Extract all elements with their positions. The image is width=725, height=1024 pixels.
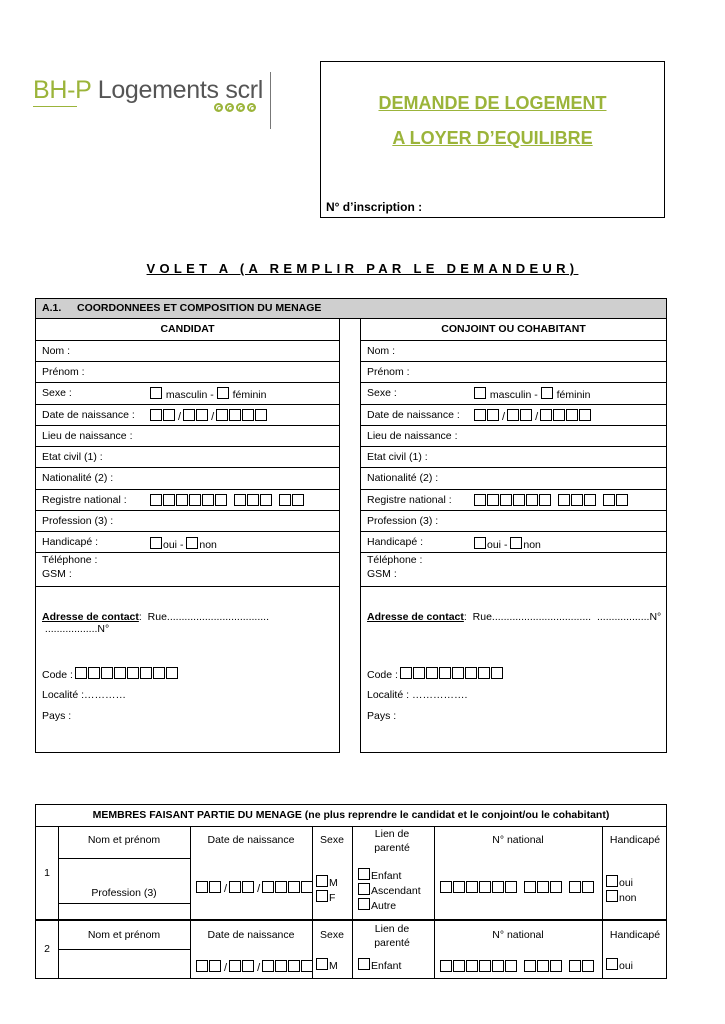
lieu-naissance-field[interactable]: Lieu de naissance : [361, 426, 666, 447]
date-naissance-field: Date de naissance : / / [361, 405, 666, 426]
pays-field[interactable]: Pays : [42, 710, 72, 722]
header-lien: Lien de parenté [374, 923, 410, 949]
row-number: 2 [44, 943, 50, 955]
handicape-non-checkbox[interactable] [186, 537, 198, 549]
feminin-checkbox[interactable] [541, 387, 553, 399]
logo-underline [33, 106, 77, 107]
registre-field: Registre national : [36, 490, 339, 511]
title-line-1: DEMANDE DE LOGEMENT [378, 93, 607, 113]
sexe-field: Sexe : masculin - féminin [361, 383, 666, 405]
prenom-field[interactable]: Prénom : [361, 362, 666, 383]
header-handicape: Handicapé [609, 834, 661, 846]
header-nom: Nom et prénom [87, 834, 161, 846]
nationalite-field[interactable]: Nationalité (2) : [361, 468, 666, 490]
volet-heading: VOLET A (A REMPLIR PAR LE DEMANDEUR) [146, 261, 579, 276]
code-field[interactable]: Code : [367, 667, 504, 681]
logo-divider [270, 72, 271, 129]
date-naissance-boxes[interactable]: / / [474, 409, 592, 423]
lieu-naissance-field[interactable]: Lieu de naissance : [36, 426, 339, 447]
candidat-header: CANDIDAT [36, 319, 339, 341]
masculin-checkbox[interactable] [150, 387, 162, 399]
logo-prefix: BH-P [33, 76, 92, 104]
header-sexe: Sexe [320, 929, 344, 941]
handicape-non-checkbox[interactable] [510, 537, 522, 549]
sexe-m-checkbox[interactable] [316, 958, 328, 970]
prenom-field[interactable]: Prénom : [36, 362, 339, 383]
candidat-column: CANDIDAT Nom : Prénom : Sexe : masculin - féminin Date de naissance : / / Lieu de naissance : Etat civil (1) : Nationalité (2) : Registre national : Profession (3) : Handicapé : oui - non Téléphone : GSM : Adresse de contact: Rue................................... ..................N° Code : Localité :………… Pays : [35, 319, 340, 753]
inscription-label: N° d’inscription : [326, 200, 423, 214]
logo-rings-icon [214, 103, 256, 112]
lien-autre-checkbox[interactable] [358, 898, 370, 910]
section-a1-header [35, 298, 667, 319]
header-sexe: Sexe [320, 834, 344, 846]
title-line-2: A LOYER D’EQUILIBRE [392, 128, 593, 148]
logo-name: Logements scrl [91, 76, 264, 104]
date-naissance-boxes[interactable]: / / [196, 960, 314, 974]
header-lien: Lien de parenté [374, 828, 410, 854]
profession-label: Profession (3) [91, 887, 157, 899]
date-naissance-field: Date de naissance : / / [36, 405, 339, 426]
rue-field[interactable]: Rue.................................. [472, 611, 592, 623]
etat-civil-field[interactable]: Etat civil (1) : [361, 447, 666, 468]
localite-field[interactable]: Localité :………… [42, 689, 127, 701]
profession-field[interactable]: Profession (3) : [36, 511, 339, 532]
rue-field[interactable]: Rue................................... [147, 611, 270, 623]
sexe-m-checkbox[interactable] [316, 875, 328, 887]
conjoint-column: CONJOINT OU COHABITANT Nom : Prénom : Sexe : masculin - féminin Date de naissance : / / Lieu de naissance : Etat civil (1) : Nationalité (2) : Registre national : Profession (3) : Handicapé : oui - non Téléphone : GSM : Adresse de contact: Rue.................................. ..................N° Code : Localité : ……………. Pays : [360, 319, 667, 753]
conjoint-header: CONJOINT OU COHABITANT [361, 319, 666, 341]
lien-enfant-checkbox[interactable] [358, 868, 370, 880]
localite-field[interactable]: Localité : ……………. [367, 689, 468, 701]
section-number: A.1. [42, 302, 62, 314]
registre-field: Registre national : [361, 490, 666, 511]
handicape-oui-checkbox[interactable] [150, 537, 162, 549]
nom-field[interactable]: Nom : [36, 341, 339, 362]
header-national: N° national [492, 929, 544, 941]
header-nom: Nom et prénom [87, 929, 161, 941]
national-boxes[interactable] [440, 960, 595, 974]
registre-boxes[interactable] [150, 494, 305, 508]
section-title: COORDONNEES ET COMPOSITION DU MENAGE [77, 302, 322, 314]
handicape-field: Handicapé : oui - non [361, 532, 666, 553]
profession-field[interactable]: Profession (3) : [361, 511, 666, 532]
lien-ascendant-checkbox[interactable] [358, 883, 370, 895]
header-handicape: Handicapé [609, 929, 661, 941]
header-national: N° national [492, 834, 544, 846]
date-naissance-boxes[interactable]: / / [150, 409, 268, 423]
masculin-checkbox[interactable] [474, 387, 486, 399]
handicape-field: Handicapé : oui - non [36, 532, 339, 553]
members-table: MEMBRES FAISANT PARTIE DU MENAGE (ne plus reprendre le candidat et le conjoint/ou le cohabitant) Nom et prénom Date de naissance Sexe Lien de parenté N° national Handicapé 1 Profession (3) / / M F Enfant Ascendant Autre oui non Nom et prénom Date de naissance Sexe Lien de parenté N° national Handicapé 2 / / M Enfant oui [35, 804, 667, 979]
date-naissance-boxes[interactable]: / / [196, 881, 314, 895]
registre-boxes[interactable] [474, 494, 629, 508]
nom-field[interactable]: Nom : [361, 341, 666, 362]
company-logo [33, 76, 263, 105]
telephone-field[interactable]: Téléphone : GSM : [361, 553, 666, 587]
pays-field[interactable]: Pays : [367, 710, 397, 722]
handicape-oui-checkbox[interactable] [606, 875, 618, 887]
numero-field[interactable]: ..................N° [596, 611, 662, 623]
handicape-oui-checkbox[interactable] [474, 537, 486, 549]
feminin-checkbox[interactable] [217, 387, 229, 399]
etat-civil-field[interactable]: Etat civil (1) : [36, 447, 339, 468]
handicape-non-checkbox[interactable] [606, 890, 618, 902]
members-title: MEMBRES FAISANT PARTIE DU MENAGE (ne plus reprendre le candidat et le conjoint/ou le cohabitant) [36, 805, 666, 827]
numero-field[interactable]: ..................N° [44, 623, 110, 635]
lien-enfant-checkbox[interactable] [358, 958, 370, 970]
code-field[interactable]: Code : [42, 667, 179, 681]
sexe-f-checkbox[interactable] [316, 890, 328, 902]
row-number: 1 [44, 867, 50, 879]
nationalite-field[interactable]: Nationalité (2) : [36, 468, 339, 490]
handicape-oui-checkbox[interactable] [606, 958, 618, 970]
national-boxes[interactable] [440, 881, 595, 895]
sexe-field: Sexe : masculin - féminin [36, 383, 339, 405]
header-date: Date de naissance [207, 929, 295, 941]
telephone-field[interactable]: Téléphone : GSM : [36, 553, 339, 587]
title-box [320, 61, 665, 218]
header-date: Date de naissance [207, 834, 295, 846]
